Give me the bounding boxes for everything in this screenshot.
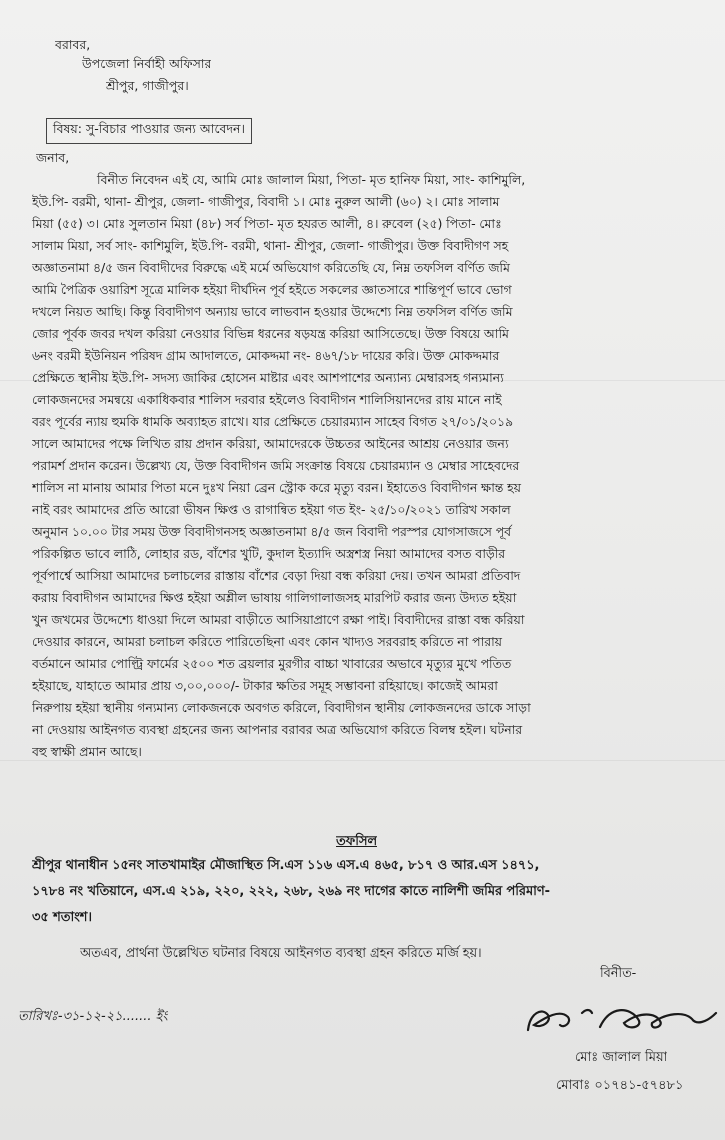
body-line: বহু স্বাক্ষী প্রমান আছে।: [32, 744, 142, 759]
body-line: দেওয়ার কারনে, আমরা চলাচল করিতে পারিতেছিনা এবং কোন খাদ্যও সরবরাহ করিতে না পারায়: [32, 634, 502, 649]
body-line: পরামর্শ প্রদান করেন। উল্লেখ্য যে, উক্ত বিবাদীগন জমি সংক্রান্ত বিষয়ে চেয়ারম্যান ও মেম্বার সাহেবদের: [32, 458, 520, 473]
body-line: প্রেক্ষিতে স্থানীয় ইউ.পি- সদস্য জাকির হোসেন মাষ্টার এবং আশপাশের অন্যান্য মেম্বারসহ গন্যমান্য: [32, 370, 504, 385]
salutation: জনাব,: [36, 150, 70, 165]
body-line: আমি পৈত্রিক ওয়ারিশ সূত্রে মালিক হইয়া দীর্ঘদিন পূর্ব হইতে সকলের জ্ঞাতসারে শান্তিপূর্ণ ভাবে ভোগ: [32, 282, 512, 297]
body-line: পরিকল্পিত ভাবে লাঠি, লোহার রড, বাঁশের খুটি, কুদাল ইত্যাদি অস্ত্রশস্ত্র নিয়া আমাদের বসত বাড়ীর: [32, 546, 506, 561]
body-line: না দেওয়ায় আইনগত ব্যবস্থা গ্রহনের জন্য আপনার বরাবর অত্র অভিযোগ করিতে বিলম্ব হইল। ঘটনার: [32, 722, 522, 737]
body-line: বরং পূর্বের ন্যায় হুমকি ধামকি অব্যাহত রাখে। যার প্রেক্ষিতে চেয়ারম্যান সাহেব বিগত ২৭/০১/২০১৯: [32, 414, 514, 429]
applicant-name: মোঃ জালাল মিয়া: [575, 1050, 668, 1065]
body-line: দখলে নিয়ত আছি। কিন্তু বিবাদীগণ অন্যায় ভাবে লাভবান হওয়ার উদ্দেশ্যে নিম্ন তফসিল বর্ণিত জমি: [32, 304, 513, 319]
subject-line: বিষয়: সু-বিচার পাওয়ার জন্য আবেদন।: [46, 118, 252, 144]
schedule-line: ১৭৮৪ নং খতিয়ানে, এস.এ ২১৯, ২২০, ২২২, ২৬৮, ২৬৯ নং দাগের কাতে নালিশী জমির পরিমাণ-: [32, 884, 550, 899]
closing-request: অতএব, প্রার্থনা উল্লেখিত ঘটনার বিষয়ে আইনগত ব্যবস্থা গ্রহন করিতে মর্জি হয়।: [80, 946, 482, 961]
body-line: অজ্ঞাতনামা ৪/৫ জন বিবাদীদের বিরুদ্ধে এই মর্মে অভিযোগ করিতেছি যে, নিম্ন তফসিল বর্ণিত জমি: [32, 260, 510, 275]
signature-text: মোঃ জালাল: [550, 1025, 601, 1036]
date-field: তারিখঃ-৩১-১২-২১....... ইং: [18, 1009, 169, 1024]
body-line: নাই বরং আমাদের প্রতি আরো ভীষন ক্ষিপ্ত ও রাগান্বিত হইয়া গত ইং- ২৫/১০/২০২১ তারিখ সকাল: [32, 502, 511, 517]
body-line: শালিস না মানায় আমার পিতা মনে দুঃখ নিয়া ব্রেন স্ট্রোক করে মৃত্যু বরন। ইহাতেও বিবাদীগন ক্ষান্ত হয়: [32, 480, 521, 495]
body-line: হইয়াছে, যাহাতে আমার প্রায় ৩,০০,০০০/- টাকার ক্ষতির সমূহ সম্ভাবনা রহিয়াছে। কাজেই আমরা: [32, 678, 498, 693]
schedule-title: তফসিল: [336, 834, 378, 849]
body-line: ইউ.পি- বরমী, থানা- শ্রীপুর, জেলা- গাজীপুর, বিবাদী ১। মোঃ নুরুল আলী (৬০) ২। মোঃ সালাম: [32, 194, 500, 209]
sign-off: বিনীত-: [600, 966, 637, 981]
body-line: অনুমান ১০.০০ টার সময় উক্ত বিবাদীগনসহ অজ্ঞাতনামা ৪/৫ জন বিবাদী পরস্পর যোগসাজসে পূর্ব: [32, 524, 511, 539]
signature: [520, 995, 720, 1040]
schedule-line: শ্রীপুর থানাধীন ১৫নং সাতখামাইর মৌজাস্থিত সি.এস ১১৬ এস.এ ৪৬৫, ৮১৭ ও আর.এস ১৪৭১,: [32, 858, 540, 873]
addressee-location: শ্রীপুর, গাজীপুর।: [106, 78, 189, 93]
body-line: লোকজনদের সমন্বয়ে একাধিকবার শালিস দরবার হইলেও বিবাদীগন শালিসিয়ানদের রায় মানে নাই: [32, 392, 502, 407]
body-line: বিনীত নিবেদন এই যে, আমি মোঃ জালাল মিয়া, পিতা- মৃত হানিফ মিয়া, সাং- কাশিমুলি,: [97, 172, 526, 187]
body-line: করায় বিবাদীগন আমাদের ক্ষিপ্ত হইয়া অশ্লীল ভাষায় গালিগালাজসহ মারপিট করার জন্য উদ্যত হইয়া: [32, 590, 517, 605]
body-line: সালাম মিয়া, সর্ব সাং- কাশিমুলি, ইউ.পি- বরমী, থানা- শ্রীপুর, জেলা- গাজীপুর। উক্ত বিবাদীগণ সহ: [32, 238, 509, 253]
body-line: জোর পূর্বক জবর দখল করিয়া নেওয়ার বিভিন্ন ধরনের ষড়যন্ত্র করিয়া আসিতেছে। উক্ত বিষয়ে আমি: [32, 326, 509, 341]
schedule-line: ৩৫ শতাংশ।: [32, 910, 92, 925]
body-line: মিয়া (৫৫) ৩। মোঃ সুলতান মিয়া (৪৮) সর্ব পিতা- মৃত হযরত আলী, ৪। রুবেল (২৫) পিতা- মোঃ: [32, 216, 502, 231]
addressee-title: উপজেলা নির্বাহী অফিসার: [82, 56, 212, 71]
addressee-prefix: বরাবর,: [55, 37, 91, 52]
body-line: সালে আমাদের পক্ষে লিখিত রায় প্রদান করিয়া, আমাদেরকে উচ্চতর আইনের আশ্রয় নেওয়ার জন্য: [32, 436, 509, 451]
body-line: বর্তমানে আমার পোল্ট্রি ফার্মের ২৫০০ শত ব্রয়লার মুরগীর বাচ্চা খাবারের অভাবে মৃত্যুর মুখে পতিত: [32, 656, 512, 671]
applicant-mobile: মোবাঃ ০১৭৪১-৫৭৪৮১: [556, 1078, 684, 1093]
body-line: ৬নং বরমী ইউনিয়ন পরিষদ গ্রাম আদালতে, মোকদ্দমা নং- ৪৬৭/১৮ দায়ের করি। উক্ত মোকদ্দমার: [32, 348, 500, 363]
body-line: পূর্বপার্শ্বে আসিয়া আমাদের চলাচলের রাস্তায় বাঁশের বেড়া দিয়া বন্ধ করিয়া দেয়। তখন আমরা প্রতিবাদ: [32, 568, 521, 583]
body-line: খুন জখমের উদ্দেশ্যে ধাওয়া দিলে আমরা বাড়ীতে আসিয়াপ্রাণে রক্ষা পাই। বিবাদীদের রাস্তা বন্ধ করিয়া: [32, 612, 525, 627]
body-line: নিরুপায় হইয়া স্থানীয় গন্যমান্য লোকজনকে অবগত করিলে, বিবাদীগন স্থানীয় লোকজনদের ডাকে সাড়া: [32, 700, 531, 715]
